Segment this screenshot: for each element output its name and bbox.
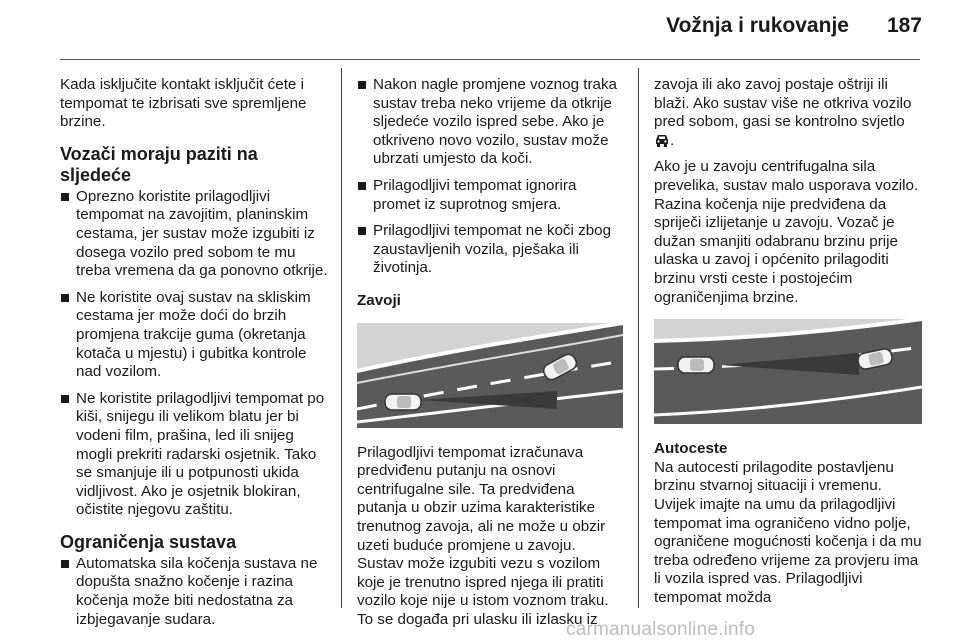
column-divider-1: [341, 68, 342, 608]
column-right: [654, 76, 922, 615]
intro-paragraph: Kada isključite kontakt isključit ćete i tempomat te izbrisati sve spremljene brzine.: [60, 76, 307, 131]
list-item: Ne koristite ovaj sustav na skliskim cestama jer može doći do brzih promjena trakcije guma (okretanja kotača u mjestu) i gubitka kontrole nad vozilom.: [60, 289, 328, 382]
header-rule: [60, 59, 920, 60]
limitations-bullet-list: [60, 555, 328, 629]
list-item: Prilagodljivi tempomat ignorira promet iz suprotnog smjera.: [357, 177, 623, 214]
column-middle: [357, 76, 623, 637]
subheading-highways: Autoceste: [654, 440, 728, 458]
vehicle-ahead-icon: [654, 133, 670, 147]
centrifugal-paragraph: Ako je u zavoju centrifugalna sila prevelika, sustav malo usporava vozilo. Razina kočenja nije predviđena da spriječi izlijetanje u zavoju. Vozač je dužan smanjiti odabranu brzinu prije ulaska u zavoj i općenito prilagoditi brzinu vrsti ceste i postojećim ograničenjima brzine.: [654, 158, 919, 306]
curve-continued-paragraph: [654, 76, 922, 150]
list-item: Ne koristite prilagodljivi tempomat po kiši, snijegu ili velikom blatu jer bi vodeni film, prašina, led ili snijeg mogli prekriti radarski osjetnik. Tako se smanjuje ili u potpunosti ukida vidljivost. Ako je osjetnik blokiran, očistite njegovu zaštitu.: [60, 390, 328, 520]
car-own-highway-icon: [678, 357, 714, 373]
column-divider-2: [638, 68, 639, 608]
list-item: Oprezno koristite prilagodljivi tempomat na zavojitim, planinskim cestama, jer sustav može izgubiti iz dosega vozilo pred sobom te mu treba vremena da ga ponovno otkrije.: [60, 188, 328, 281]
subheading-curves: Zavoji: [357, 291, 401, 309]
highways-paragraph: Na autocesti prilagodite postavljenu brzinu stvarnoj situaciji i vremenu. Uvijek imajte na umu da prilagodljivi tempomat ima ograničeno vidno polje, ograničene mogućnosti kočenja i da mu treba određeno vrijeme za provjeru ima li vozila ispred vas. Prilagodljivi tempomat možda: [654, 458, 922, 606]
car-own-icon: [385, 394, 421, 410]
column-left: [60, 76, 328, 637]
highway-illustration: [654, 319, 922, 424]
watermark: carmanualsonline.info: [566, 619, 756, 640]
list-item: Nakon nagle promjene voznog traka sustav treba neko vrijeme da otkrije sljedeće vozilo ispred sebe. Ako je otkriveno novo vozilo, sustav može ubrzati umjesto da koči.: [357, 76, 623, 169]
paragraph-text-end: .: [670, 131, 675, 149]
page-number: 187: [886, 14, 922, 37]
section-heading-limitations: Ograničenja sustava: [60, 531, 237, 552]
drivers-bullet-list: [60, 188, 328, 520]
list-item: Automatska sila kočenja sustava ne dopušta snažno kočenje i razina kočenja može biti nedostatna za izbjegavanje sudara.: [60, 555, 328, 629]
paragraph-text: zavoja ili ako zavoj postaje oštriji ili blaži. Ako sustav više ne otkriva vozilo pred sobom, gasi se kontrolno svjetlo: [654, 76, 912, 131]
curve-road-illustration: [357, 323, 623, 428]
header-title: Vožnja i rukovanje: [666, 14, 849, 37]
section-heading-drivers: Vozači moraju paziti na sljedeće: [60, 143, 258, 185]
curves-paragraph: Prilagodljivi tempomat izračunava predviđenu putanju na osnovi centrifugalne sile. Ta predviđena putanja u obzir uzima karakteristike trenutnog zavoja, ali ne može u obzir uzeti buduće promjene u zavoju. Sustav može izgubiti vezu s vozilom koje je trenutno ispred njega ili pratiti vozilo koje nije u istom voznom traku. To se događa pri ulasku ili izlasku iz: [357, 443, 609, 628]
middle-bullet-list: [357, 76, 623, 278]
list-item: Prilagodljivi tempomat ne koči zbog zaustavljenih vozila, pješaka ili životinja.: [357, 222, 623, 278]
page-header: [666, 14, 922, 38]
